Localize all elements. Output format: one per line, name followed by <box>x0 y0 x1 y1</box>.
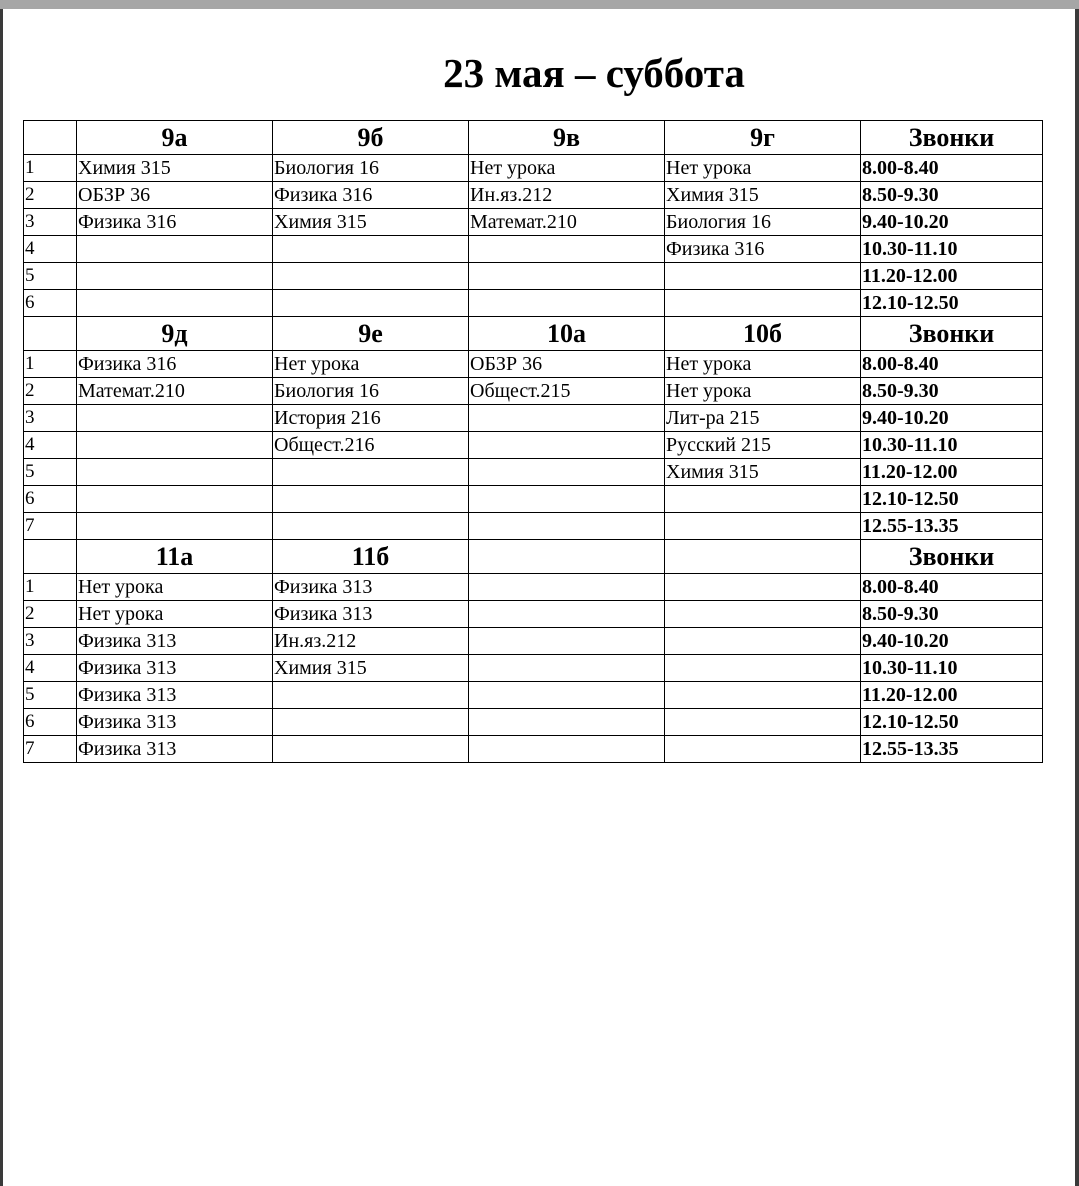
lesson-cell <box>469 709 665 736</box>
header-corner-cell <box>24 121 77 155</box>
lesson-row <box>24 236 1043 263</box>
bell-time: 12.10-12.50 <box>861 709 1043 736</box>
lesson-cell <box>273 459 469 486</box>
class-header-row <box>24 317 1043 351</box>
lesson-cell: Физика 316 <box>665 236 861 263</box>
lesson-cell <box>77 432 273 459</box>
lesson-cell: Нет урока <box>273 351 469 378</box>
lesson-number: 5 <box>24 682 77 709</box>
lesson-cell <box>273 709 469 736</box>
bell-time: 8.50-9.30 <box>861 182 1043 209</box>
lesson-cell: Нет урока <box>665 378 861 405</box>
lesson-cell <box>665 655 861 682</box>
lesson-cell <box>77 405 273 432</box>
lesson-row <box>24 351 1043 378</box>
lesson-cell <box>665 601 861 628</box>
lesson-cell: Русский 215 <box>665 432 861 459</box>
lesson-cell <box>469 513 665 540</box>
lesson-cell <box>469 405 665 432</box>
lesson-cell <box>665 628 861 655</box>
class-name-header: 9г <box>665 121 861 155</box>
lesson-cell <box>273 236 469 263</box>
class-name-header: 9б <box>273 121 469 155</box>
lesson-number: 1 <box>24 155 77 182</box>
lesson-cell: Общест.215 <box>469 378 665 405</box>
lesson-cell <box>469 432 665 459</box>
lesson-number: 3 <box>24 628 77 655</box>
lesson-row <box>24 486 1043 513</box>
lesson-number: 7 <box>24 736 77 763</box>
bell-time: 8.50-9.30 <box>861 601 1043 628</box>
lesson-number: 2 <box>24 601 77 628</box>
lesson-cell: Нет урока <box>469 155 665 182</box>
lesson-cell <box>273 682 469 709</box>
lesson-cell <box>77 513 273 540</box>
bells-header: Звонки <box>861 121 1043 155</box>
bell-time: 12.10-12.50 <box>861 486 1043 513</box>
lesson-cell <box>469 459 665 486</box>
lesson-cell: Математ.210 <box>469 209 665 236</box>
lesson-cell <box>665 682 861 709</box>
lesson-row <box>24 709 1043 736</box>
lesson-row <box>24 459 1043 486</box>
lesson-cell <box>665 263 861 290</box>
bell-time: 11.20-12.00 <box>861 459 1043 486</box>
lesson-cell: Нет урока <box>77 601 273 628</box>
page-title: 23 мая – суббота <box>443 50 745 96</box>
lesson-cell: ОБЗР 36 <box>469 351 665 378</box>
lesson-number: 2 <box>24 378 77 405</box>
lesson-cell: Физика 316 <box>77 351 273 378</box>
lesson-cell: Лит-ра 215 <box>665 405 861 432</box>
lesson-cell: Физика 313 <box>77 655 273 682</box>
lesson-cell: Химия 315 <box>665 459 861 486</box>
lesson-number: 1 <box>24 574 77 601</box>
lesson-row <box>24 290 1043 317</box>
lesson-cell: Физика 313 <box>273 601 469 628</box>
bell-time: 10.30-11.10 <box>861 655 1043 682</box>
lesson-cell: Ин.яз.212 <box>469 182 665 209</box>
lesson-row <box>24 432 1043 459</box>
bell-time: 9.40-10.20 <box>861 405 1043 432</box>
lesson-cell <box>273 486 469 513</box>
lesson-cell <box>273 290 469 317</box>
lesson-cell <box>77 459 273 486</box>
lesson-row <box>24 574 1043 601</box>
lesson-cell <box>469 263 665 290</box>
lesson-cell <box>469 655 665 682</box>
lesson-cell: Физика 316 <box>77 209 273 236</box>
class-header-row <box>24 121 1043 155</box>
bell-time: 8.00-8.40 <box>861 155 1043 182</box>
lesson-cell <box>273 736 469 763</box>
lesson-number: 3 <box>24 405 77 432</box>
lesson-cell <box>77 263 273 290</box>
bell-time: 10.30-11.10 <box>861 432 1043 459</box>
lesson-number: 4 <box>24 432 77 459</box>
lesson-cell <box>665 709 861 736</box>
schedule-table <box>23 120 1043 763</box>
lesson-row <box>24 263 1043 290</box>
lesson-cell <box>469 574 665 601</box>
lesson-row <box>24 209 1043 236</box>
lesson-cell: Физика 313 <box>77 736 273 763</box>
lesson-cell: История 216 <box>273 405 469 432</box>
lesson-cell: Химия 315 <box>77 155 273 182</box>
lesson-cell <box>469 682 665 709</box>
lesson-cell: Биология 16 <box>273 155 469 182</box>
lesson-cell <box>77 290 273 317</box>
lesson-cell <box>665 486 861 513</box>
lesson-cell: Физика 316 <box>273 182 469 209</box>
bells-header: Звонки <box>861 317 1043 351</box>
lesson-cell <box>469 628 665 655</box>
lesson-cell <box>77 236 273 263</box>
bell-time: 12.10-12.50 <box>861 290 1043 317</box>
lesson-number: 6 <box>24 709 77 736</box>
lesson-row <box>24 682 1043 709</box>
lesson-number: 5 <box>24 459 77 486</box>
class-header-row <box>24 540 1043 574</box>
lesson-row <box>24 378 1043 405</box>
lesson-cell: Физика 313 <box>273 574 469 601</box>
bell-time: 12.55-13.35 <box>861 736 1043 763</box>
lesson-cell <box>665 513 861 540</box>
lesson-row <box>24 513 1043 540</box>
lesson-number: 4 <box>24 655 77 682</box>
lesson-cell: Физика 313 <box>77 682 273 709</box>
bell-time: 11.20-12.00 <box>861 263 1043 290</box>
lesson-cell <box>469 236 665 263</box>
lesson-number: 6 <box>24 290 77 317</box>
lesson-cell <box>665 290 861 317</box>
lesson-cell <box>665 574 861 601</box>
lesson-cell: Нет урока <box>77 574 273 601</box>
class-name-header: 10б <box>665 317 861 351</box>
bell-time: 10.30-11.10 <box>861 236 1043 263</box>
lesson-cell: Ин.яз.212 <box>273 628 469 655</box>
lesson-cell: Нет урока <box>665 155 861 182</box>
lesson-row <box>24 182 1043 209</box>
lesson-number: 3 <box>24 209 77 236</box>
lesson-cell <box>273 263 469 290</box>
lesson-cell <box>469 290 665 317</box>
lesson-number: 4 <box>24 236 77 263</box>
lesson-row <box>24 155 1043 182</box>
lesson-number: 5 <box>24 263 77 290</box>
class-name-header <box>665 540 861 574</box>
lesson-number: 6 <box>24 486 77 513</box>
lesson-row <box>24 628 1043 655</box>
lesson-number: 1 <box>24 351 77 378</box>
lesson-cell: ОБЗР 36 <box>77 182 273 209</box>
class-name-header: 11б <box>273 540 469 574</box>
lesson-cell: Физика 313 <box>77 628 273 655</box>
lesson-row <box>24 601 1043 628</box>
header-corner-cell <box>24 317 77 351</box>
lesson-number: 2 <box>24 182 77 209</box>
class-name-header: 9а <box>77 121 273 155</box>
lesson-row <box>24 405 1043 432</box>
bell-time: 11.20-12.00 <box>861 682 1043 709</box>
lesson-cell <box>469 601 665 628</box>
lesson-number: 7 <box>24 513 77 540</box>
header-corner-cell <box>24 540 77 574</box>
lesson-cell: Физика 313 <box>77 709 273 736</box>
lesson-cell: Химия 315 <box>273 209 469 236</box>
lesson-cell: Общест.216 <box>273 432 469 459</box>
lesson-cell: Биология 16 <box>273 378 469 405</box>
class-name-header: 9е <box>273 317 469 351</box>
bell-time: 8.00-8.40 <box>861 351 1043 378</box>
lesson-cell: Математ.210 <box>77 378 273 405</box>
class-name-header: 9д <box>77 317 273 351</box>
lesson-cell <box>469 736 665 763</box>
lesson-row <box>24 736 1043 763</box>
bell-time: 12.55-13.35 <box>861 513 1043 540</box>
class-name-header: 10а <box>469 317 665 351</box>
bells-header: Звонки <box>861 540 1043 574</box>
lesson-cell <box>665 736 861 763</box>
bell-time: 9.40-10.20 <box>861 209 1043 236</box>
lesson-row <box>24 655 1043 682</box>
viewer-top-bar <box>0 0 1079 9</box>
lesson-cell <box>273 513 469 540</box>
bell-time: 8.50-9.30 <box>861 378 1043 405</box>
lesson-cell: Химия 315 <box>665 182 861 209</box>
lesson-cell: Нет урока <box>665 351 861 378</box>
lesson-cell <box>469 486 665 513</box>
lesson-cell <box>77 486 273 513</box>
lesson-cell: Биология 16 <box>665 209 861 236</box>
bell-time: 9.40-10.20 <box>861 628 1043 655</box>
document-page <box>3 9 1075 1186</box>
class-name-header <box>469 540 665 574</box>
class-name-header: 11а <box>77 540 273 574</box>
lesson-cell: Химия 315 <box>273 655 469 682</box>
bell-time: 8.00-8.40 <box>861 574 1043 601</box>
class-name-header: 9в <box>469 121 665 155</box>
